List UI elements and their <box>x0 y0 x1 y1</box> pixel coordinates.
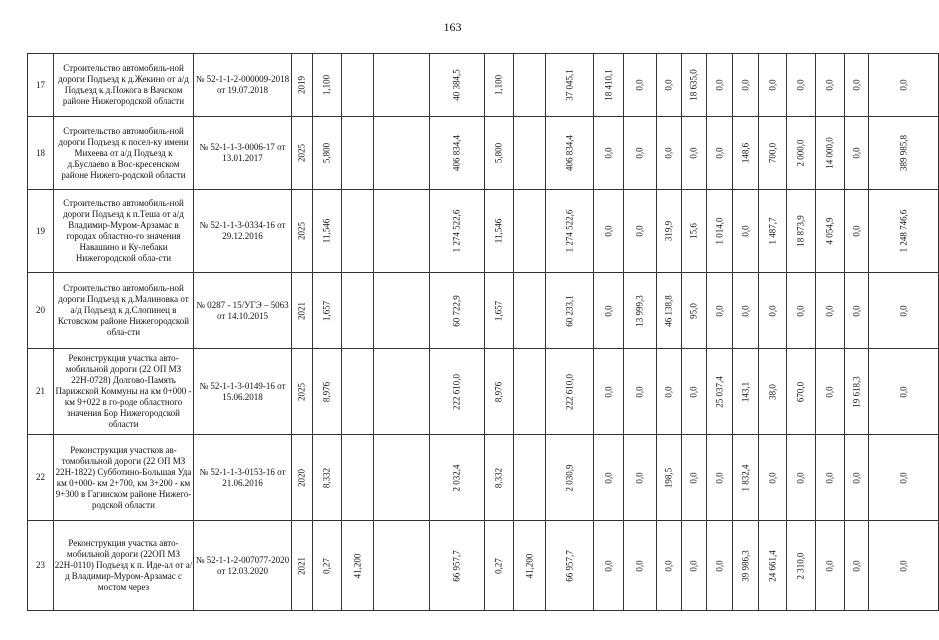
cost-cell: 1 274 522,6 <box>430 190 485 273</box>
value-cell: 0,0 <box>733 190 759 273</box>
empty-cell <box>374 435 430 521</box>
length-cell: 8,332 <box>313 435 342 521</box>
value-cell: 0,0 <box>787 273 816 349</box>
row-number: 18 <box>28 117 54 190</box>
value-cell: 0,0 <box>624 190 657 273</box>
bridge-length-cell <box>342 54 374 117</box>
row-number: 20 <box>28 273 54 349</box>
empty-cell <box>374 117 430 190</box>
empty-cell <box>374 521 430 611</box>
value-cell: 198,5 <box>657 435 682 521</box>
table-row <box>28 190 939 273</box>
value-cell: 389 985,8 <box>869 117 939 190</box>
length-cell: 11,546 <box>485 190 514 273</box>
value-cell: 2 030,9 <box>546 435 594 521</box>
table-row <box>28 273 939 349</box>
value-cell: 0,0 <box>707 117 733 190</box>
value-cell: 0,0 <box>733 54 759 117</box>
value-cell: 0,0 <box>707 273 733 349</box>
value-cell: 319,9 <box>657 190 682 273</box>
length-cell: 1,100 <box>485 54 514 117</box>
value-cell: 1 014,0 <box>707 190 733 273</box>
value-cell: 2 310,0 <box>787 521 816 611</box>
table-row <box>28 435 939 521</box>
length-cell: 1,100 <box>313 54 342 117</box>
object-name: Реконструкция участка авто-мобильной дороги (22ОП МЗ 22Н-0110) Подъезд к п. Иде-ал от а/д Владимир-Муром-Арзамас с мостом через <box>54 521 194 611</box>
value-cell: 0,0 <box>845 435 869 521</box>
bridge-length-cell: 41,200 <box>514 521 546 611</box>
object-name: Реконструкция участка авто-мобильной дороги (22 ОП МЗ 22Н-0728) Долгово-Память Парижской Коммуны на км 0+000 - км 9+022 в го-роде областного значения Бор Нижегородской области <box>54 349 194 435</box>
value-cell: 0,0 <box>869 273 939 349</box>
document-reference: № 0287 - 15/УГЭ – 5063 от 14.10.2015 <box>194 273 292 349</box>
value-cell: 0,0 <box>816 521 845 611</box>
value-cell: 0,0 <box>707 435 733 521</box>
value-cell: 18 873,9 <box>787 190 816 273</box>
year-cell: 2025 <box>292 117 313 190</box>
bridge-length-cell <box>514 54 546 117</box>
document-reference: № 52-1-1-3-0334-16 от 29.12.2016 <box>194 190 292 273</box>
value-cell: 0,0 <box>759 273 787 349</box>
value-cell: 25 037,4 <box>707 349 733 435</box>
value-cell: 95,0 <box>682 273 707 349</box>
row-number: 19 <box>28 190 54 273</box>
value-cell: 18 635,0 <box>682 54 707 117</box>
cost-cell: 66 957,7 <box>430 521 485 611</box>
value-cell: 0,0 <box>594 190 624 273</box>
bridge-length-cell <box>342 435 374 521</box>
value-cell: 0,0 <box>816 349 845 435</box>
value-cell: 0,0 <box>759 54 787 117</box>
value-cell: 670,0 <box>787 349 816 435</box>
value-cell: 0,0 <box>682 521 707 611</box>
cost-cell: 2 032,4 <box>430 435 485 521</box>
object-name: Строительство автомобиль-ной дороги Подъезд к посел-ку имени Михеева от а/д Подъезд к д.Буслаево в Вос-кресенском районе Нижего-родской области <box>54 117 194 190</box>
value-cell: 0,0 <box>845 190 869 273</box>
value-cell: 0,0 <box>869 435 939 521</box>
length-cell: 5,800 <box>485 117 514 190</box>
value-cell: 0,0 <box>624 117 657 190</box>
value-cell: 0,0 <box>594 435 624 521</box>
value-cell: 0,0 <box>657 54 682 117</box>
value-cell: 700,0 <box>759 117 787 190</box>
bridge-length-cell <box>342 349 374 435</box>
empty-cell <box>374 273 430 349</box>
table-row <box>28 54 939 117</box>
length-cell: 5,800 <box>313 117 342 190</box>
value-cell: 0,0 <box>869 349 939 435</box>
document-reference: № 52-1-1-2-000009-2018 от 19.07.2018 <box>194 54 292 117</box>
value-cell: 0,0 <box>816 273 845 349</box>
bridge-length-cell <box>514 435 546 521</box>
value-cell: 0,0 <box>624 521 657 611</box>
value-cell: 13 999,3 <box>624 273 657 349</box>
table-row <box>28 117 939 190</box>
value-cell: 0,0 <box>787 435 816 521</box>
value-cell: 0,0 <box>624 435 657 521</box>
page-number: 163 <box>443 20 462 34</box>
value-cell: 0,0 <box>707 54 733 117</box>
table-row <box>28 521 939 611</box>
cost-cell: 40 384,5 <box>430 54 485 117</box>
length-cell: 11,546 <box>313 190 342 273</box>
document-reference: № 52-1-1-2-007077-2020 от 12.03.2020 <box>194 521 292 611</box>
value-cell: 148,6 <box>733 117 759 190</box>
bridge-length-cell <box>514 273 546 349</box>
length-cell: 8,332 <box>485 435 514 521</box>
length-cell: 8,976 <box>313 349 342 435</box>
bridge-length-cell <box>342 273 374 349</box>
value-cell: 46 138,8 <box>657 273 682 349</box>
value-cell: 0,0 <box>845 521 869 611</box>
document-reference: № 52-1-1-3-0153-16 от 21.06.2016 <box>194 435 292 521</box>
row-number: 21 <box>28 349 54 435</box>
value-cell: 143,1 <box>733 349 759 435</box>
value-cell: 0,0 <box>845 54 869 117</box>
value-cell: 18 410,1 <box>594 54 624 117</box>
object-name: Реконструкция участков ав-томобильной дороги (22 ОП МЗ 22Н-1822) Субботино-Большая Уда км 0+000- км 2+700, км 3+200 - км 9+300 в Гагинском районе Нижего-родской области <box>54 435 194 521</box>
value-cell: 0,0 <box>657 349 682 435</box>
year-cell: 2025 <box>292 349 313 435</box>
value-cell: 0,0 <box>733 273 759 349</box>
value-cell: 0,0 <box>869 54 939 117</box>
length-cell: 0,27 <box>485 521 514 611</box>
cost-cell: 406 834,4 <box>430 117 485 190</box>
table-row <box>28 349 939 435</box>
cost-cell: 60 722,9 <box>430 273 485 349</box>
value-cell: 0,0 <box>657 117 682 190</box>
year-cell: 2019 <box>292 54 313 117</box>
bridge-length-cell <box>342 190 374 273</box>
value-cell: 15,6 <box>682 190 707 273</box>
value-cell: 0,0 <box>657 521 682 611</box>
value-cell: 2 000,0 <box>787 117 816 190</box>
object-name: Строительство автомобиль-ной дороги Подъезд к п.Теша от а/д Владимир-Муром-Арзамас в городах областно-го значения Навашино и Ку-лебаки Нижегородской обла-сти <box>54 190 194 273</box>
value-cell: 0,0 <box>759 435 787 521</box>
value-cell: 1 487,7 <box>759 190 787 273</box>
value-cell: 0,0 <box>594 521 624 611</box>
value-cell: 0,0 <box>682 117 707 190</box>
value-cell: 0,0 <box>624 54 657 117</box>
value-cell: 37 045,1 <box>546 54 594 117</box>
document-reference: № 52-1-1-3-0006-17 от 13.01.2017 <box>194 117 292 190</box>
value-cell: 4 054,9 <box>816 190 845 273</box>
value-cell: 0,0 <box>869 521 939 611</box>
value-cell: 0,0 <box>594 117 624 190</box>
value-cell: 24 661,4 <box>759 521 787 611</box>
value-cell: 66 957,7 <box>546 521 594 611</box>
row-number: 17 <box>28 54 54 117</box>
data-table <box>27 53 939 611</box>
cost-cell: 222 610,0 <box>430 349 485 435</box>
bridge-length-cell: 41,200 <box>342 521 374 611</box>
bridge-length-cell <box>514 117 546 190</box>
value-cell: 1 248 746,6 <box>869 190 939 273</box>
year-cell: 2025 <box>292 190 313 273</box>
value-cell: 60 233,1 <box>546 273 594 349</box>
value-cell: 406 834,4 <box>546 117 594 190</box>
length-cell: 0,27 <box>313 521 342 611</box>
value-cell: 0,0 <box>787 54 816 117</box>
value-cell: 0,0 <box>594 349 624 435</box>
empty-cell <box>374 190 430 273</box>
row-number: 23 <box>28 521 54 611</box>
value-cell: 0,0 <box>845 117 869 190</box>
document-reference: № 52-1-1-3-0149-16 от 15.06.2018 <box>194 349 292 435</box>
object-name: Строительство автомобиль-ной дороги Подъезд к д.Малиновка от а/д Подъезд к д.Слопинец в Кстовском районе Нижегородской обла-сти <box>54 273 194 349</box>
year-cell: 2020 <box>292 435 313 521</box>
value-cell: 0,0 <box>816 435 845 521</box>
value-cell: 39 986,3 <box>733 521 759 611</box>
value-cell: 1 832,4 <box>733 435 759 521</box>
bridge-length-cell <box>342 117 374 190</box>
row-number: 22 <box>28 435 54 521</box>
value-cell: 0,0 <box>594 273 624 349</box>
value-cell: 222 610,0 <box>546 349 594 435</box>
value-cell: 0,0 <box>624 349 657 435</box>
object-name: Строительство автомобиль-ной дороги Подъезд к д.Жекино от а/д Подъезд к д.Пожога в Вачском районе Нижегородской области <box>54 54 194 117</box>
length-cell: 1,657 <box>485 273 514 349</box>
value-cell: 0,0 <box>707 521 733 611</box>
bridge-length-cell <box>514 190 546 273</box>
value-cell: 38,0 <box>759 349 787 435</box>
value-cell: 0,0 <box>816 54 845 117</box>
year-cell: 2021 <box>292 521 313 611</box>
value-cell: 1 274 522,6 <box>546 190 594 273</box>
bridge-length-cell <box>514 349 546 435</box>
empty-cell <box>374 54 430 117</box>
value-cell: 0,0 <box>682 349 707 435</box>
value-cell: 14 000,0 <box>816 117 845 190</box>
value-cell: 0,0 <box>845 273 869 349</box>
empty-cell <box>374 349 430 435</box>
value-cell: 0,0 <box>682 435 707 521</box>
value-cell: 19 618,3 <box>845 349 869 435</box>
length-cell: 8,976 <box>485 349 514 435</box>
length-cell: 1,657 <box>313 273 342 349</box>
year-cell: 2021 <box>292 273 313 349</box>
